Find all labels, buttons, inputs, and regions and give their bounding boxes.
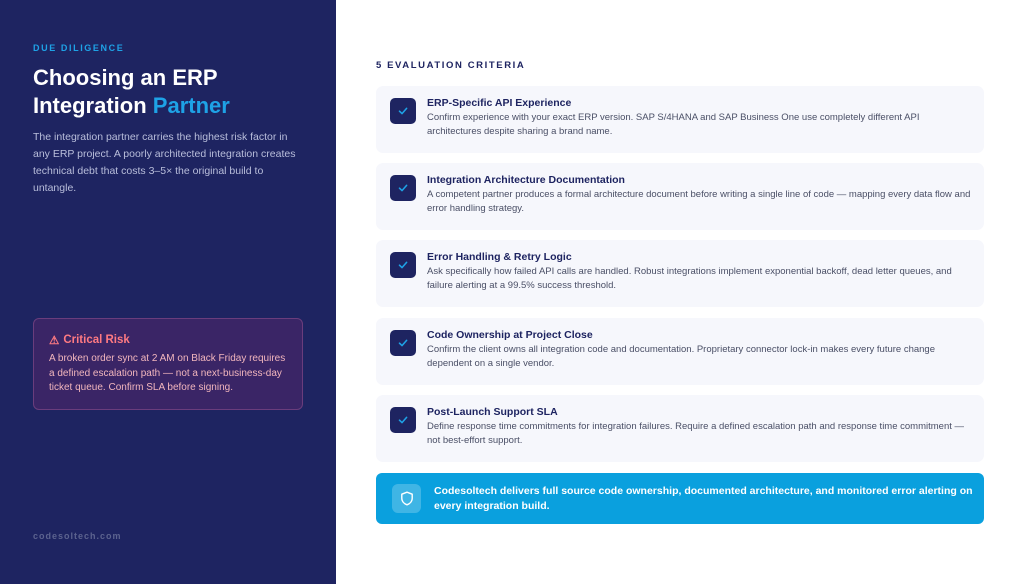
criterion-title: Error Handling & Retry Logic xyxy=(427,251,572,263)
site-domain: codesoltech.com xyxy=(33,531,122,541)
check-icon xyxy=(390,407,416,433)
check-icon xyxy=(390,98,416,124)
criterion-card xyxy=(376,395,984,462)
criterion-card xyxy=(376,318,984,385)
criterion-desc: A competent partner produces a formal architecture document before writing a single line of code — mapping every data flow and error handling strategy. xyxy=(427,189,971,214)
criterion-card xyxy=(376,240,984,307)
risk-title: Critical Risk xyxy=(63,334,130,346)
page-title xyxy=(33,64,323,120)
criterion-title: Integration Architecture Documentation xyxy=(427,174,625,186)
check-icon xyxy=(390,330,416,356)
title-accent: Partner xyxy=(152,93,230,118)
criterion-desc: Confirm experience with your exact ERP version. SAP S/4HANA and SAP Business One use completely different API architectures despite sharing a brand name. xyxy=(427,112,920,137)
left-panel xyxy=(0,0,336,584)
critical-risk-callout xyxy=(33,318,303,410)
title-main: Choosing an ERP Integration xyxy=(33,65,218,118)
criterion-card xyxy=(376,163,984,230)
criterion-card xyxy=(376,86,984,153)
ownership-banner xyxy=(376,473,984,524)
check-icon xyxy=(390,175,416,201)
eyebrow-label: DUE DILIGENCE xyxy=(33,43,125,53)
criteria-panel xyxy=(376,0,984,584)
banner-text: Codesoltech delivers full source code ownership, documented architecture, and monitored error alerting on every integration build. xyxy=(434,485,973,512)
intro-text: The integration partner carries the highest risk factor in any ERP project. A poorly architected integration creates technical debt that costs 3–5× the original build to untangle. xyxy=(33,131,296,194)
warning-icon: ⚠ xyxy=(49,335,60,347)
criterion-desc: Confirm the client owns all integration code and documentation. Proprietary connector lock-in makes every future change dependent on a single vendor. xyxy=(427,344,935,369)
criterion-desc: Ask specifically how failed API calls are handled. Robust integrations implement exponential backoff, dead letter queues, and failure alerting at a 99.5% success threshold. xyxy=(427,266,952,291)
criterion-title: Code Ownership at Project Close xyxy=(427,329,593,341)
risk-heading xyxy=(49,333,288,347)
check-icon xyxy=(390,252,416,278)
criterion-desc: Define response time commitments for integration failures. Require a defined escalation path and response time commitment — not best-effort support. xyxy=(427,421,965,446)
criterion-title: ERP-Specific API Experience xyxy=(427,97,572,109)
risk-body: A broken order sync at 2 AM on Black Friday requires a defined escalation path — not a next-business-day ticket queue. Confirm SLA before signing. xyxy=(49,353,286,393)
criteria-heading: 5 EVALUATION CRITERIA xyxy=(376,60,526,71)
shield-icon xyxy=(392,484,421,513)
criterion-title: Post-Launch Support SLA xyxy=(427,406,558,418)
